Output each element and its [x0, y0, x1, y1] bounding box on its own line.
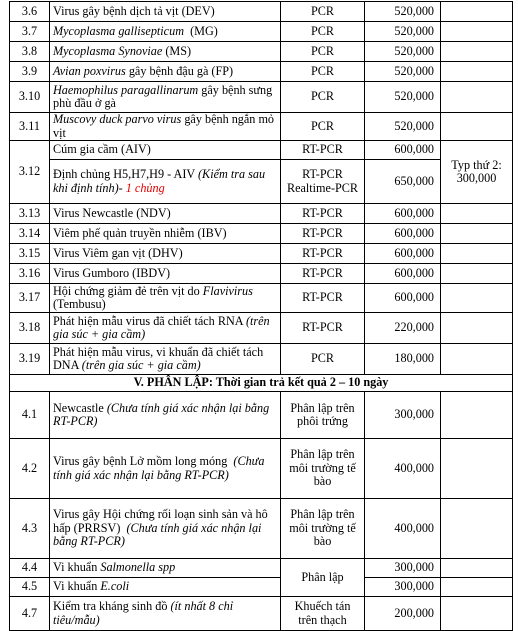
test-price: 520,000 [365, 113, 441, 141]
test-method: RT-PCR [281, 141, 365, 160]
test-price: 520,000 [365, 22, 441, 42]
table-row [10, 499, 513, 559]
test-name-italic: Mycoplasma gallisepticum [53, 23, 184, 38]
table-row [10, 42, 513, 62]
test-name-highlight: 1 chủng [125, 180, 165, 195]
test-method: Khuếch tán trên thạch [281, 597, 365, 631]
test-name [50, 62, 281, 82]
row-number: 3.14 [10, 224, 50, 244]
test-note [441, 264, 513, 284]
test-price: 220,000 [365, 313, 441, 344]
test-note: Typ thứ 2: 300,000 [441, 141, 513, 204]
test-name-rest: gây bệnh ngắn mỏ vịt [53, 112, 275, 140]
test-method: RT-PCR [281, 244, 365, 264]
test-name [50, 42, 281, 62]
test-name: Virus Viêm gan vịt (DHV) [50, 244, 281, 264]
table-row [10, 264, 513, 284]
test-method: Phân lập trên phôi trứng [281, 392, 365, 439]
test-name-rest: gây bệnh sưng phù đầu ở gà [53, 82, 273, 110]
table-row [10, 439, 513, 499]
test-name-italic: Muscovy duck parvo virus [53, 112, 182, 126]
row-number: 4.5 [10, 578, 50, 597]
test-price: 300,000 [365, 392, 441, 439]
test-name-rest: gây bệnh đậu gà (FP) [125, 63, 234, 78]
test-name-italic: (Chưa tính giá xác nhận lại bằng RT-PCR) [53, 400, 270, 428]
row-number: 4.2 [10, 439, 50, 499]
table-row [10, 204, 513, 224]
test-name [50, 597, 281, 631]
test-note [441, 244, 513, 264]
table-row [10, 597, 513, 631]
test-name-italic: (trên gia súc + gia cầm) [81, 358, 201, 372]
test-price: 520,000 [365, 82, 441, 113]
row-number: 3.6 [10, 2, 50, 22]
test-note [441, 22, 513, 42]
test-name [50, 22, 281, 42]
test-method: RT-PCR [281, 313, 365, 344]
row-number: 4.7 [10, 597, 50, 631]
test-note [441, 313, 513, 344]
test-price: 520,000 [365, 2, 441, 22]
test-name-main: Newcastle [53, 400, 107, 415]
test-name: Virus Gumboro (IBDV) [50, 264, 281, 284]
table-row [10, 313, 513, 344]
test-note [441, 224, 513, 244]
test-note [441, 204, 513, 224]
test-price: 300,000 [365, 578, 441, 597]
test-name [50, 578, 281, 597]
test-name-italic: Avian poxvirus [53, 63, 126, 78]
test-name: Viêm phế quản truyền nhiễm (IBV) [50, 224, 281, 244]
row-number: 3.13 [10, 204, 50, 224]
test-name [50, 439, 281, 499]
test-name-italic: Haemophilus paragallinarum [53, 82, 199, 97]
table-row [10, 22, 513, 42]
table-row [10, 82, 513, 113]
test-name [50, 284, 281, 313]
test-price: 520,000 [365, 62, 441, 82]
test-name-rest: (MS) [162, 43, 192, 58]
test-method: PCR [281, 42, 365, 62]
table-row [10, 2, 513, 22]
test-name-italic: Mycoplasma Synoviae [53, 43, 163, 58]
row-number: 3.11 [10, 113, 50, 141]
test-name-rest: (Tembusu) [53, 297, 106, 311]
test-price: 520,000 [365, 42, 441, 62]
price-table [9, 1, 513, 631]
test-note [441, 284, 513, 313]
row-number: 4.3 [10, 499, 50, 559]
test-note [441, 62, 513, 82]
test-name-main: Vi khuẩn [53, 579, 101, 594]
row-number: 3.9 [10, 62, 50, 82]
table-row [10, 244, 513, 264]
test-method: PCR [281, 82, 365, 113]
section-title: V. PHÂN LẬP: Thời gian trả kết quả 2 – 10 ngày [10, 375, 513, 392]
test-price: 400,000 [365, 499, 441, 559]
test-price: 650,000 [365, 160, 441, 204]
test-price: 600,000 [365, 141, 441, 160]
test-note [441, 82, 513, 113]
test-note [441, 42, 513, 62]
test-method: PCR [281, 62, 365, 82]
test-name [50, 113, 281, 141]
test-note [441, 113, 513, 141]
test-name-main: Kiểm tra kháng sinh đồ [53, 599, 171, 613]
table-row [10, 224, 513, 244]
test-name [50, 82, 281, 113]
test-note [441, 597, 513, 631]
test-method: PCR [281, 344, 365, 375]
test-method: PCR [281, 22, 365, 42]
test-name-italic: (ít nhất 8 chỉ tiêu/mẫu) [53, 599, 234, 627]
row-number: 4.1 [10, 392, 50, 439]
table-row [10, 160, 513, 204]
table-row [10, 392, 513, 439]
table-row [10, 344, 513, 375]
test-name-rest: (MG) [184, 23, 218, 38]
test-price: 180,000 [365, 344, 441, 375]
row-number: 3.19 [10, 344, 50, 375]
test-name-main: Định chủng H5,H7,H9 - AIV [53, 167, 198, 181]
row-number: 3.16 [10, 264, 50, 284]
table-row [10, 559, 513, 578]
test-price: 600,000 [365, 244, 441, 264]
test-name [50, 499, 281, 559]
row-number: 3.18 [10, 313, 50, 344]
test-name-main: Phát hiện mẫu virus, vi khuẩn đã chiết tách DNA [53, 344, 264, 372]
test-name [50, 392, 281, 439]
test-price: 600,000 [365, 264, 441, 284]
row-number: 3.17 [10, 284, 50, 313]
test-name-italic: (Kiểm tra sau khi định tính) [53, 167, 266, 195]
test-note [441, 559, 513, 578]
test-name-dash: - [118, 180, 126, 195]
test-method: PCR [281, 2, 365, 22]
test-name-italic: Flavivirus [202, 283, 253, 298]
test-method: PCR [281, 113, 365, 141]
test-name [50, 344, 281, 375]
test-name-italic: (trên gia súc + gia cầm) [53, 313, 270, 341]
test-method: RT-PCR [281, 284, 365, 313]
row-number: 3.8 [10, 42, 50, 62]
table-row [10, 284, 513, 313]
table-row [10, 62, 513, 82]
test-name [50, 313, 281, 344]
test-name-main: Virus gây bệnh Lở mồm long móng [53, 454, 234, 468]
test-price: 600,000 [365, 224, 441, 244]
test-name-italic: Salmonella spp [100, 560, 176, 575]
table-row [10, 113, 513, 141]
test-note [441, 499, 513, 559]
test-name-main: Phát hiện mẫu virus đã chiết tách RNA [53, 313, 246, 328]
test-price: 300,000 [365, 559, 441, 578]
row-number: 3.10 [10, 82, 50, 113]
row-number: 3.15 [10, 244, 50, 264]
test-name: Virus gây bệnh dịch tả vịt (DEV) [50, 2, 281, 22]
test-note [441, 2, 513, 22]
test-note [441, 344, 513, 375]
test-note [441, 439, 513, 499]
test-name [50, 160, 281, 204]
section-header [10, 375, 513, 392]
test-name-main: Vi khuẩn [53, 560, 101, 575]
test-note [441, 578, 513, 597]
test-name-main: Virus gây Hội chứng rối loạn sinh sản và hô hấp (PRRSV) [53, 507, 271, 535]
test-method: Phân lập trên môi trường tế bào [281, 499, 365, 559]
test-name: Virus Newcastle (NDV) [50, 204, 281, 224]
row-number: 3.7 [10, 22, 50, 42]
row-number: 3.12 [10, 141, 50, 204]
test-price: 400,000 [365, 439, 441, 499]
test-name: Cúm gia cầm (AIV) [50, 141, 281, 160]
test-name-italic: (Chưa tính giá xác nhận lại bằng RT-PCR) [53, 520, 262, 549]
test-note [441, 392, 513, 439]
test-method: Phân lập [281, 559, 365, 597]
test-name-italic: E.coli [100, 579, 130, 594]
test-name-italic: (Chưa tính giá xác nhận lại bằng RT-PCR) [53, 454, 265, 482]
test-price: 600,000 [365, 204, 441, 224]
test-method: RT-PCR [281, 224, 365, 244]
table-row [10, 578, 513, 597]
test-method: Phân lập trên môi trường tế bào [281, 439, 365, 499]
test-method: RT-PCR [281, 264, 365, 284]
table-row [10, 141, 513, 160]
test-method: RT-PCR Realtime-PCR [281, 160, 365, 204]
test-name-main: Hội chứng giảm đẻ trên vịt do [53, 283, 203, 298]
test-price: 600,000 [365, 284, 441, 313]
test-method: RT-PCR [281, 204, 365, 224]
test-price: 200,000 [365, 597, 441, 631]
test-name [50, 559, 281, 578]
row-number: 4.4 [10, 559, 50, 578]
